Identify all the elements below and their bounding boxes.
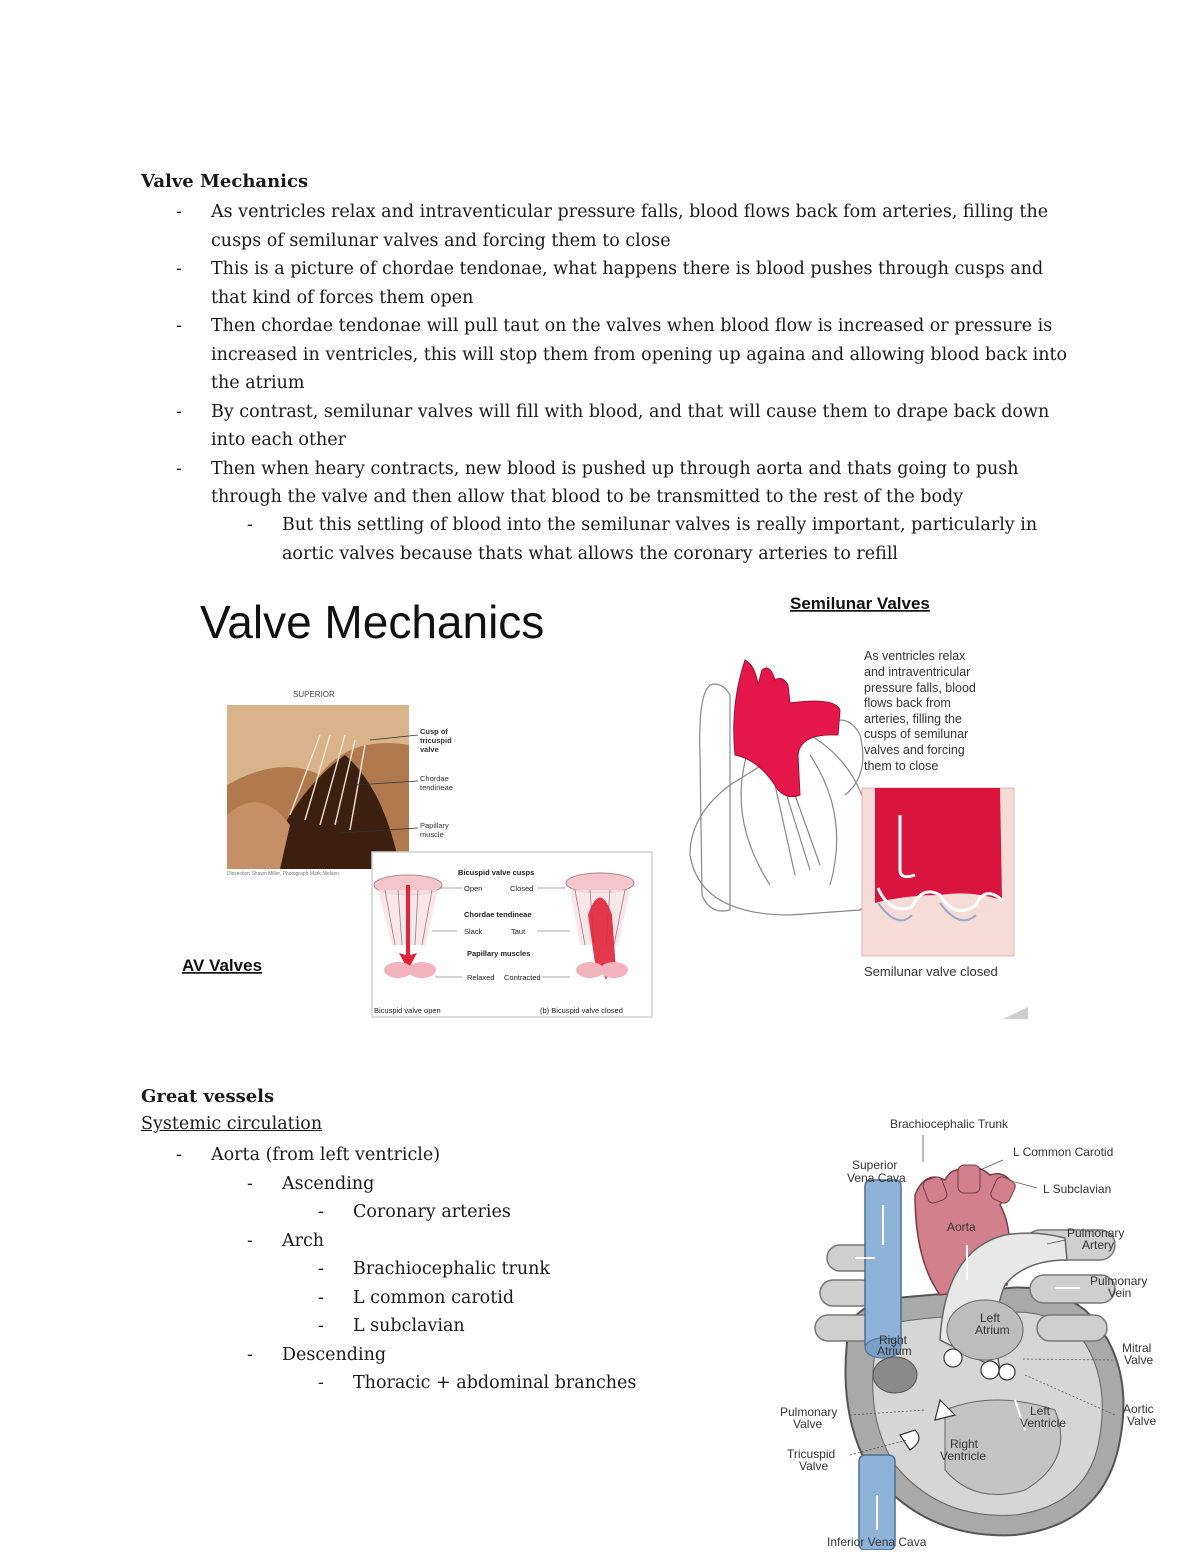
list-item: - As ventricles relax and intraventicular pressure falls, blood flows back fom arteries, filling the cusps of semilunar valves and forcing them to close bbox=[211, 198, 1071, 255]
list-item: - Then chordae tendonae will pull taut on the valves when blood flow is increased or pressure is increased in ventricles, this will stop them from opening up againa and allowing blood back into the atrium bbox=[211, 312, 1071, 398]
list-item: - L subclavian bbox=[211, 1312, 771, 1341]
mitral-valve-label: Valve bbox=[1124, 1353, 1154, 1367]
aortic-valve-label: Aortic bbox=[1123, 1402, 1154, 1416]
aorta-red bbox=[734, 660, 840, 797]
photo-label: muscle bbox=[420, 830, 444, 839]
left-atrium-label: Left bbox=[980, 1311, 1001, 1325]
semilunar-desc-line: cusps of semilunar bbox=[864, 727, 969, 741]
page-corner-mark bbox=[1003, 1007, 1028, 1019]
semilunar-desc-line: them to close bbox=[864, 759, 939, 773]
contracted-label: Contracted bbox=[504, 973, 541, 982]
right-ventricle-label: Ventricle bbox=[940, 1449, 987, 1463]
svc-label: Vena Cava bbox=[847, 1171, 906, 1185]
bicuspid-cusps-label: Bicuspid valve cusps bbox=[458, 868, 535, 877]
list-item: - Arch bbox=[211, 1227, 771, 1256]
pulmonary-valve-label: Valve bbox=[793, 1417, 823, 1431]
photo-credit: Dissection Shawn Miller, Photograph Mark Nielsen bbox=[227, 871, 339, 877]
relaxed-label: Relaxed bbox=[467, 973, 495, 982]
semilunar-valve-closeup bbox=[862, 788, 1014, 956]
semilunar-desc-line: valves and forcing bbox=[864, 743, 965, 757]
pulmonary-artery-label: Pulmonary bbox=[1067, 1226, 1125, 1240]
list-item: - Then when heary contracts, new blood is pushed up through aorta and thats going to push through the valve and then allow that blood to be transmitted to the rest of the body bbox=[211, 455, 1071, 512]
photo-label: tendineae bbox=[420, 783, 453, 792]
chordae-tendineae-label: Chordae tendineae bbox=[464, 910, 532, 919]
valve-mechanics-figure bbox=[170, 585, 1050, 1025]
right-atrium-label: Right bbox=[879, 1333, 908, 1347]
list-item: - Descending bbox=[211, 1341, 771, 1370]
semilunar-desc-line: pressure falls, blood bbox=[864, 681, 976, 695]
semilunar-desc-line: and intraventricular bbox=[864, 665, 971, 679]
bicuspid-closed-caption: (b) Bicuspid valve closed bbox=[540, 1006, 623, 1015]
semilunar-closed-caption: Semilunar valve closed bbox=[864, 964, 998, 979]
list-item: - Ascending bbox=[211, 1170, 771, 1199]
photo-label: Papillary bbox=[420, 821, 449, 830]
semilunar-heading: Semilunar Valves bbox=[790, 594, 930, 613]
list-item: - L common carotid bbox=[211, 1284, 771, 1313]
photo-label: Chordae bbox=[420, 774, 449, 783]
bicuspid-open-caption: Bicuspid valve open bbox=[374, 1006, 441, 1015]
left-ventricle-label: Left bbox=[1030, 1404, 1051, 1418]
great-vessels-list bbox=[211, 1141, 771, 1398]
aortic-valve-label: Valve bbox=[1127, 1414, 1157, 1428]
tricuspid-valve-label: Tricuspid bbox=[787, 1447, 836, 1461]
pulmonary-vein-label: Vein bbox=[1108, 1286, 1132, 1300]
brachiocephalic-label: Brachiocephalic Trunk bbox=[890, 1117, 1009, 1131]
mitral-valve-label: Mitral bbox=[1122, 1341, 1152, 1355]
chordae-photo bbox=[227, 705, 418, 869]
list-item: - This is a picture of chordae tendonae, what happens there is blood pushes through cusps and that kind of forces them open bbox=[211, 255, 1071, 312]
papillary-muscles-label: Papillary muscles bbox=[467, 949, 531, 958]
taut-label: Taut bbox=[511, 927, 526, 936]
pulmonary-vein-label: Pulmonary bbox=[1090, 1274, 1148, 1288]
left-ventricle-label: Ventricle bbox=[1020, 1416, 1067, 1430]
right-ventricle-label: Right bbox=[950, 1437, 979, 1451]
pulmonary-artery-label: Artery bbox=[1082, 1238, 1115, 1252]
tricuspid-valve-label: Valve bbox=[799, 1459, 829, 1473]
pulmonary-valve-label: Pulmonary bbox=[780, 1405, 838, 1419]
slack-label: Slack bbox=[464, 927, 483, 936]
open-label: Open bbox=[464, 884, 483, 893]
semilunar-desc-line: arteries, filling the bbox=[864, 712, 962, 726]
right-atrium-label: Atrium bbox=[877, 1344, 912, 1358]
list-item: - Aorta (from left ventricle) bbox=[211, 1141, 771, 1170]
aorta-label: Aorta bbox=[947, 1220, 976, 1234]
l-common-carotid-label: L Common Carotid bbox=[1013, 1145, 1114, 1159]
left-atrium-label: Atrium bbox=[975, 1323, 1010, 1337]
valve-mechanics-sub-notes bbox=[282, 511, 1042, 568]
list-item: - By contrast, semilunar valves will fill with blood, and that will cause them to drape back down into each other bbox=[211, 398, 1071, 455]
list-item: - Thoracic + abdominal branches bbox=[211, 1369, 771, 1398]
list-item: - But this settling of blood into the semilunar valves is really important, particularly in aortic valves because thats what allows the coronary arteries to refill bbox=[282, 511, 1042, 568]
svc-label: Superior bbox=[852, 1158, 898, 1172]
photo-label: valve bbox=[420, 745, 439, 754]
section-title-valve-mechanics: Valve Mechanics bbox=[141, 171, 309, 192]
l-subclavian-label: L Subclavian bbox=[1043, 1182, 1112, 1196]
list-item: - Coronary arteries bbox=[211, 1198, 771, 1227]
av-valves-heading: AV Valves bbox=[182, 956, 263, 975]
semilunar-desc-line: As ventricles relax bbox=[864, 649, 966, 663]
closed-label: Closed bbox=[510, 884, 534, 893]
systemic-circulation-subtitle: Systemic circulation bbox=[141, 1114, 323, 1134]
photo-label: tricuspid bbox=[420, 736, 452, 745]
photo-label: Cusp of bbox=[420, 727, 448, 736]
figure-title: Valve Mechanics bbox=[200, 596, 545, 648]
list-item: - Brachiocephalic trunk bbox=[211, 1255, 771, 1284]
ivc-label: Inferior Vena Cava bbox=[827, 1535, 927, 1549]
section-title-great-vessels: Great vessels bbox=[141, 1086, 275, 1107]
semilunar-desc-line: flows back from bbox=[864, 696, 951, 710]
photo-superior-label: SUPERIOR bbox=[293, 690, 335, 699]
heart-diagram bbox=[775, 1110, 1175, 1550]
valve-mechanics-notes bbox=[211, 198, 1071, 512]
